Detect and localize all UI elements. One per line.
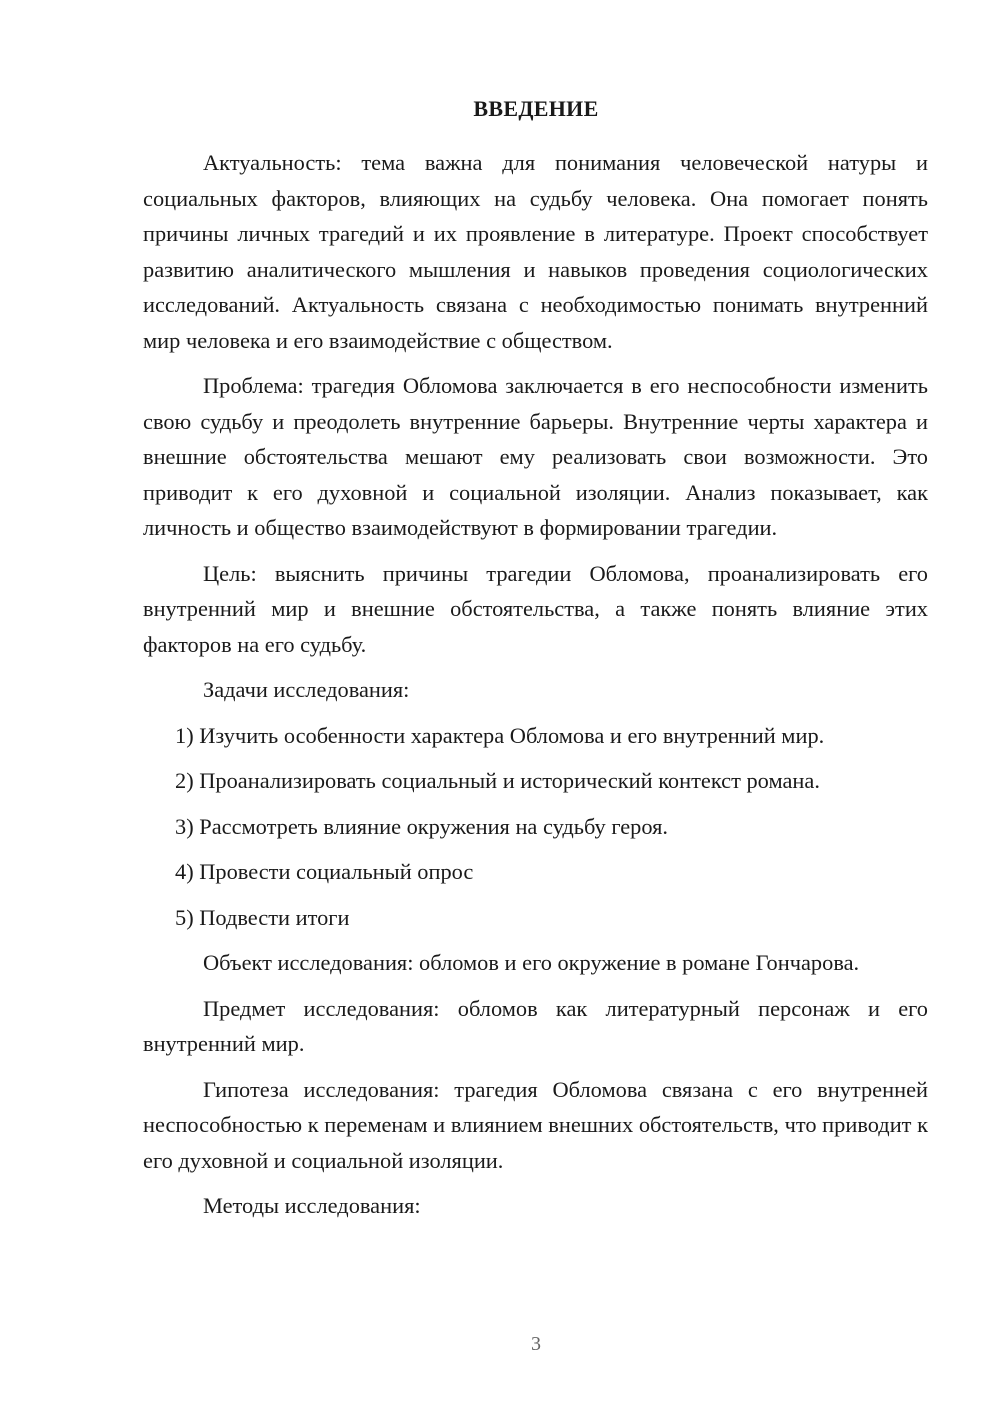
paragraph-subject: Предмет исследования: обломов как литературный персонаж и его внутренний мир. <box>143 995 928 1056</box>
paragraph-goal: Цель: выяснить причины трагедии Обломова, проанализировать его внутренний мир и внешние обстоятельства, а также понять влияние этих факторов на его судьбу. <box>143 560 928 657</box>
paragraph-object: Объект исследования: обломов и его окружение в романе Гончарова. <box>203 950 860 975</box>
list-item: 1) Изучить особенности характера Обломова и его внутренний мир. <box>175 722 825 748</box>
list-item: 4) Провести социальный опрос <box>175 859 474 884</box>
list-item: 2) Проанализировать социальный и исторический контекст романа. <box>175 768 820 793</box>
methods-heading: Методы исследования: <box>203 1193 421 1218</box>
tasks-list <box>143 718 928 936</box>
tasks-heading: Задачи исследования: <box>203 677 410 702</box>
list-item: 3) Рассмотреть влияние окружения на судьбу героя. <box>175 813 669 839</box>
document-body <box>143 145 928 1234</box>
paragraph-problem: Проблема: трагедия Обломова заключается в его неспособности изменить свою судьбу и преодолеть внутренние барьеры. Внутренние черты характера и внешние обстоятельства мешают ему реализовать свои возможности. Это приводит к его духовной и социальной изоляции. Анализ показывает, как личность и общество взаимодействуют в формировании трагедии. <box>143 373 928 540</box>
paragraph-hypothesis: Гипотеза исследования: трагедия Обломова связана с его внутренней неспособностью к переменам и влиянием внешних обстоятельств, что приводит к его духовной и социальной изоляции. <box>143 1076 928 1173</box>
page-title: ВВЕДЕНИЕ <box>473 96 599 121</box>
list-item: 5) Подвести итоги <box>175 904 350 930</box>
page-number: 3 <box>531 1333 541 1355</box>
paragraph-relevance: Актуальность: тема важна для понимания человеческой натуры и социальных факторов, влияющих на судьбу человека. Она помогает понять причины личных трагедий и их проявление в литературе. Проект способствует развитию аналитического мышления и навыков проведения социологических исследований. Актуальность связана с необходимостью понимать внутренний мир человека и его взаимодействие с обществом. <box>143 150 928 353</box>
